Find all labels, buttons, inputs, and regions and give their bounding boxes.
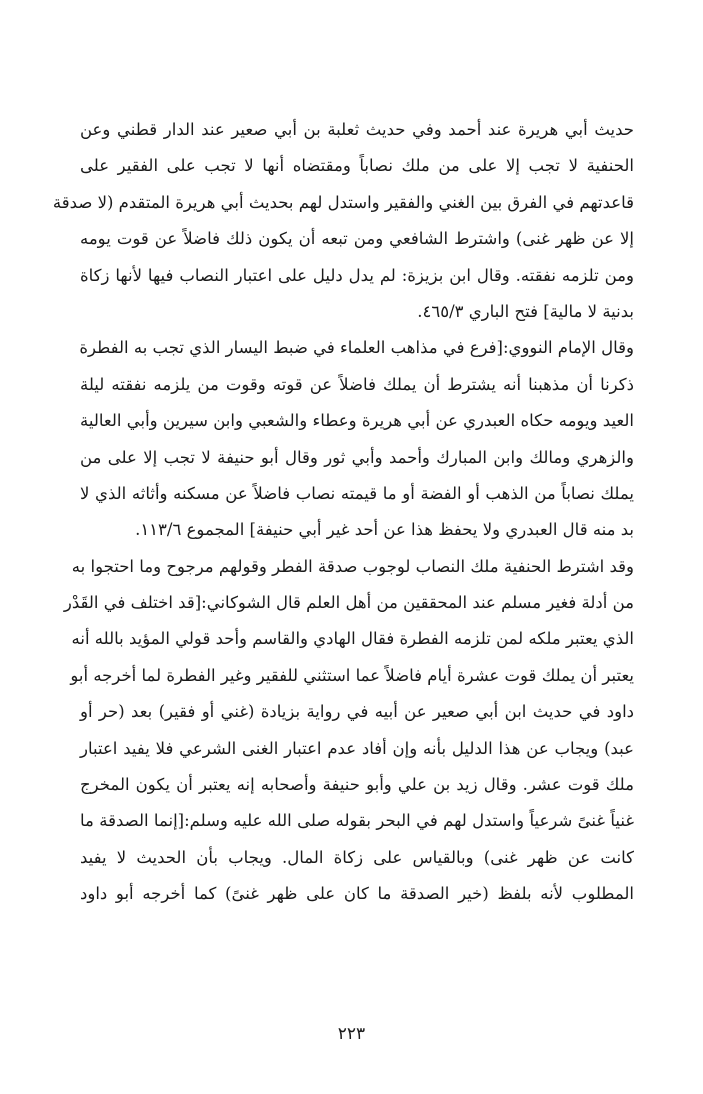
- text-line: يعتبر أن يملك قوت عشرة أيام فاضلاً عما استثني للفقير وغير الفطرة لما أخرجه أبو: [70, 665, 634, 685]
- text-line: قاعدتهم في الفرق بين الغني والفقير واستدل لهم بحديث أبي هريرة المتقدم (لا صدقة: [52, 192, 634, 212]
- text-line: العيد ويومه حكاه العبدري عن أبي هريرة وعطاء والشعبي وابن سيرين وأبي العالية: [80, 411, 634, 431]
- text-line: من أدلة فغير مسلم عند المحققين من أهل العلم قال الشوكاني:[قد اختلف في القَدْر: [63, 593, 634, 613]
- text-line: وقال الإمام النووي:[فرع في مذاهب العلماء في ضبط اليسار الذي تجب به الفطرة: [79, 338, 634, 358]
- text-line: ملك قوت عشر. وقال زيد بن علي وأبو حنيفة وأصحابه إنه يعتبر أن يكون المخرج: [80, 775, 634, 795]
- text-line: عبد) ويجاب عن هذا الدليل بأنه وإن أفاد عدم اعتبار الغنى الشرعي فلا يفيد اعتبار: [80, 738, 634, 758]
- text-line: بد منه قال العبدري ولا يحفظ هذا عن أحد غير أبي حنيفة] المجموع ١١٣/٦.: [135, 520, 634, 540]
- text-line: ومن تلزمه نفقته. وقال ابن بزيزة: لم يدل دليل على اعتبار النصاب فيها لأنها زكاة: [80, 265, 634, 285]
- page-body: [52, 112, 635, 913]
- text-line: الحنفية لا تجب إلا على من ملك نصاباً ومقتضاه أنها لا تجب على الفقير على: [80, 156, 634, 176]
- text-line: المطلوب لأنه بلفظ (خير الصدقة ما كان على ظهر غنىً) كما أخرجه أبو داود: [80, 884, 634, 904]
- text-line: يملك نصاباً من الذهب أو الفضة أو ما قيمته نصاب فاضلاً عن مسكنه وأثاثه الذي لا: [80, 483, 634, 503]
- text-line: غنياً غنىً شرعياً واستدل لهم في البحر بقوله صلى الله عليه وسلم:[إنما الصدقة ما: [80, 811, 634, 831]
- paragraph-shawkani: [63, 549, 634, 913]
- paragraph-fath-al-bari: [52, 112, 635, 330]
- paragraph-nawawi: [80, 330, 634, 548]
- text-line: الذي يعتبر ملكه لمن تلزمه الفطرة فقال الهادي والقاسم وأحد قولي المؤيد بالله أنه: [71, 629, 634, 649]
- text-line: وقد اشترط الحنفية ملك النصاب لوجوب صدقة الفطر وقولهم مرجوح وما احتجوا به: [71, 556, 634, 576]
- text-line: إلا عن ظهر غنى) واشترط الشافعي ومن تبعه أن يكون ذلك فاضلاً عن قوت يومه: [80, 229, 634, 249]
- text-line: والزهري ومالك وابن المبارك وأحمد وأبي ثور وقال أبو حنيفة لا تجب إلا على من: [80, 447, 634, 467]
- text-line: كانت عن ظهر غنى) وبالقياس على زكاة المال. ويجاب بأن الحديث لا يفيد: [80, 847, 634, 867]
- text-line: ذكرنا أن مذهبنا أنه يشترط أن يملك فاضلاً عن قوته وقوت من يلزمه نفقته ليلة: [80, 374, 634, 394]
- text-line: حديث أبي هريرة عند أحمد وفي حديث ثعلبة بن أبي صعير عند الدار قطني وعن: [80, 120, 635, 139]
- text-line: بدنية لا مالية] فتح الباري ٤٦٥/٣.: [417, 301, 634, 321]
- page-number: ٢٢٣: [337, 1024, 366, 1044]
- text-line: داود في حديث ابن أبي صعير عن أبيه في رواية بزيادة (غني أو فقير) بعد (حر أو: [80, 702, 634, 722]
